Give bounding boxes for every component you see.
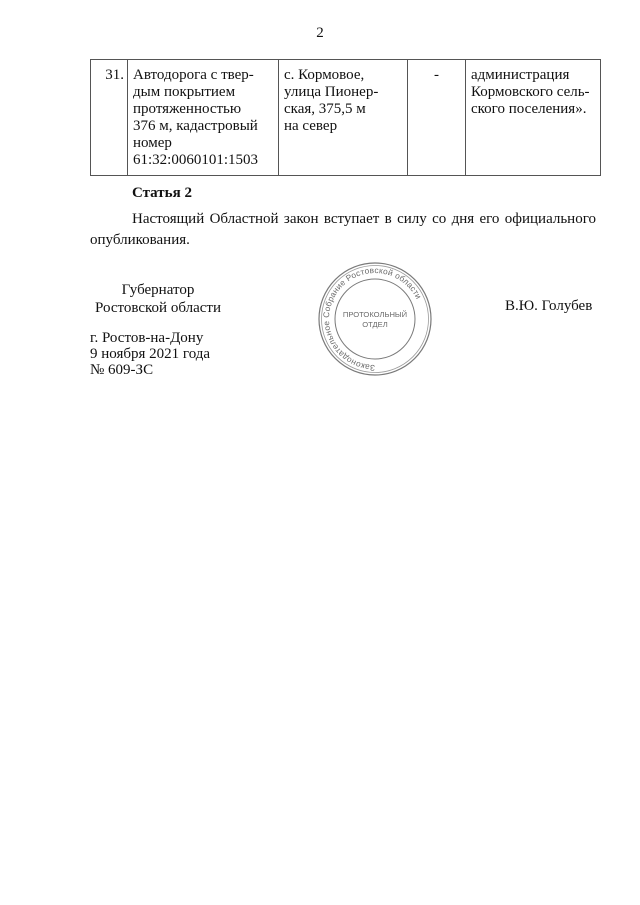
city: г. Ростов-на-Дону bbox=[90, 330, 204, 346]
stamp-center-line2: ОТДЕЛ bbox=[362, 320, 388, 329]
governor-title-line2: Ростовской области bbox=[95, 300, 221, 316]
location-cell: с. Кормовое, улица Пионер- ская, 375,5 м на север bbox=[279, 60, 408, 176]
governor-title bbox=[92, 281, 224, 317]
law-number: № 609-ЗС bbox=[90, 362, 154, 378]
date: 9 ноября 2021 года bbox=[90, 346, 211, 362]
stamp-ring-text: Законодательное Собрание Ростовской области bbox=[320, 264, 424, 374]
property-table bbox=[90, 59, 601, 176]
place-and-date bbox=[90, 330, 210, 378]
article-text: Настоящий Областной закон вступает в силу со дня его официального опубликования. bbox=[90, 211, 596, 248]
object-name-cell: Автодорога с твер- дым покрытием протяженностью 376 м, кадастровый номер 61:32:0060101:1503 bbox=[128, 60, 279, 176]
signatory-name: В.Ю. Голубев bbox=[505, 298, 593, 314]
page-number: 2 bbox=[316, 25, 324, 41]
note-cell: - bbox=[408, 60, 466, 176]
owner-cell: администрация Кормовского сель- ского поселения». bbox=[466, 60, 601, 176]
table-row bbox=[91, 60, 601, 176]
stamp-center-line1: ПРОТОКОЛЬНЫЙ bbox=[342, 310, 408, 319]
row-number: 31. bbox=[91, 60, 128, 176]
governor-title-line1: Губернатор bbox=[121, 282, 195, 298]
article-title: Статья 2 bbox=[132, 185, 192, 201]
official-stamp bbox=[316, 260, 434, 378]
